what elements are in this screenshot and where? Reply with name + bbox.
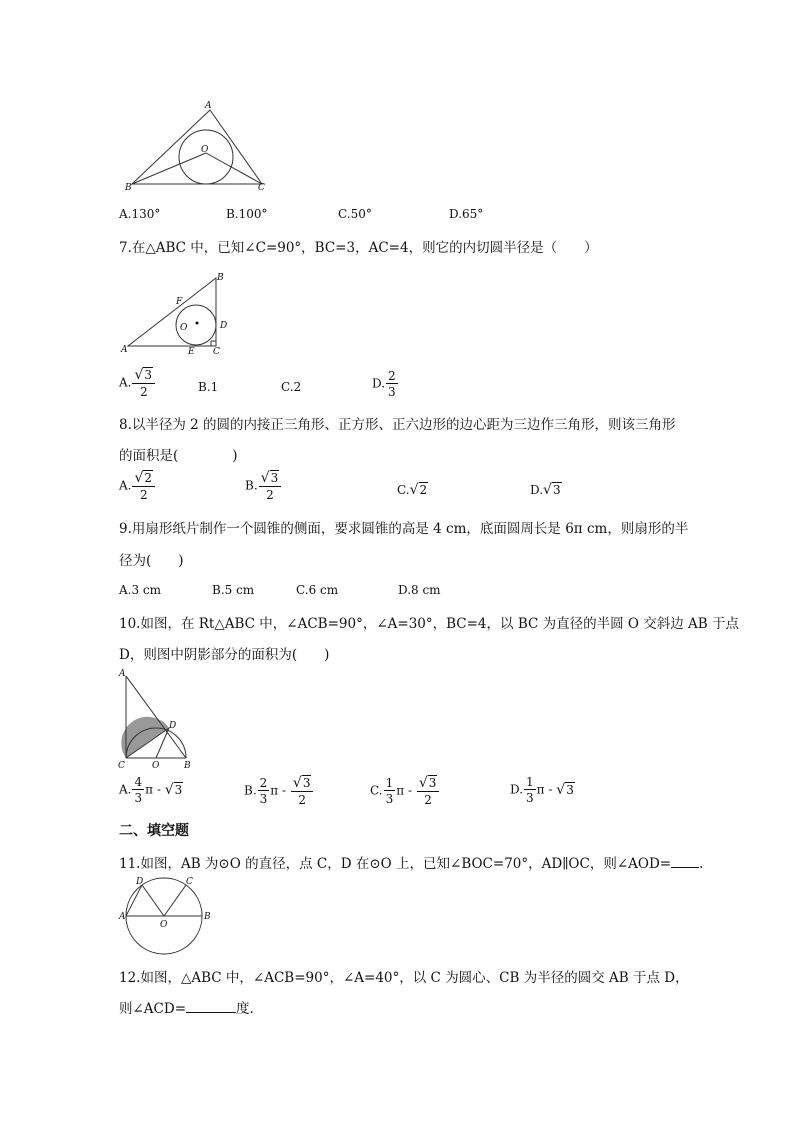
q7-option-b: B.1 [198,380,219,394]
q10-option-d: D. $\frac{1}{3}$ π - √3 [510,775,574,805]
label-C: C [118,761,125,770]
label-A: A [119,912,126,922]
q6-option-a: A.130° [119,207,161,221]
q12-stem-line1: 12.如图，△ABC 中，∠ACB=90°，∠A=40°，以 C 为圆心、CB 为半径的圆交 AB 于点 D， [119,970,689,986]
q10-figure [116,666,196,770]
q6-option-c: C.50° [338,207,372,221]
q11-stem: 11.如图，AB 为⊙O 的直径，点 C，D 在⊙O 上，已知∠BOC=70°，AD∥OC，则∠AOD= . [119,856,704,872]
label-D: D [169,721,177,731]
q9-option-d: D.8 cm [398,583,441,597]
q10-option-a: A. $\frac{4}{3}$ π - √3 [119,775,183,805]
q9-stem-line2: 径为( ) [119,553,184,569]
q8-option-d: D.√3 [530,482,561,498]
q10-option-c: C. $\frac{1}{3}$ π - $\frac{√3}{2}$ [370,776,440,806]
label-O: O [152,761,160,770]
q6-option-b: B.100° [226,207,268,221]
q8-option-b: B. $\frac{√3}{2}$ [245,471,282,501]
q7-option-c: C.2 [281,380,302,394]
q9-stem-line1: 9.用扇形纸片制作一个圆锥的侧面，要求圆锥的高是 4 cm，底面圆周长是 6π cm，则扇形的半 [119,521,689,537]
answer-blank[interactable] [671,857,699,868]
section-title: 二、填空题 [119,823,189,839]
q10-option-b: B. $\frac{2}{3}$ π - $\frac{√3}{2}$ [244,776,314,806]
label-B: B [204,912,211,922]
label-O: O [201,145,209,155]
q9-option-b: B.5 cm [212,583,255,597]
label-D: D [136,877,144,887]
q8-stem-line2: 的面积是( ) [119,448,238,464]
label-C: C [186,877,193,887]
label-A: A [205,101,212,111]
q12-stem-line2: 则∠ACD= 度. [119,1001,254,1017]
q8-stem-line1: 8.以半径为 2 的圆的内接正三角形、正方形、正六边形的边心距为三边作三角形，则该三角形 [119,417,676,433]
q9-option-c: C.6 cm [296,583,339,597]
label-O: O [160,920,168,930]
label-B: B [125,183,132,193]
q10-stem-line1: 10.如图，在 Rt△ABC 中，∠ACB=90°，∠A=30°，BC=4，以 BC 为直径的半圆 O 交斜边 AB 于点 [119,616,740,632]
q7-stem: 7.在△ABC 中，已知∠C=90°，BC=3，AC=4，则它的内切圆半径是（ ） [119,240,598,256]
q8-option-a: A. $\frac{√2}{2}$ [119,471,156,501]
label-B: B [217,273,224,283]
q7-option-d: D. $\frac{2}{3}$ [372,369,396,399]
label-F: F [176,297,183,307]
label-A: A [121,345,128,355]
q11-figure [118,874,216,958]
label-O: O [180,323,188,333]
q6-figure [122,98,272,194]
q9-option-a: A.3 cm [119,583,162,597]
q7-option-a: A. $\frac{√3}{2}$ [119,368,156,398]
q6-option-d: D.65° [449,207,484,221]
answer-blank[interactable] [186,1002,236,1013]
label-D: D [220,321,228,331]
label-C: C [213,347,220,357]
label-A: A [119,669,126,679]
label-B: B [184,761,191,770]
label-C: C [258,183,265,193]
q8-option-c: C.√2 [397,482,428,498]
q10-stem-line2: D，则图中阴影部分的面积为( ) [119,647,330,663]
label-E: E [188,347,195,357]
q7-figure [118,268,238,360]
